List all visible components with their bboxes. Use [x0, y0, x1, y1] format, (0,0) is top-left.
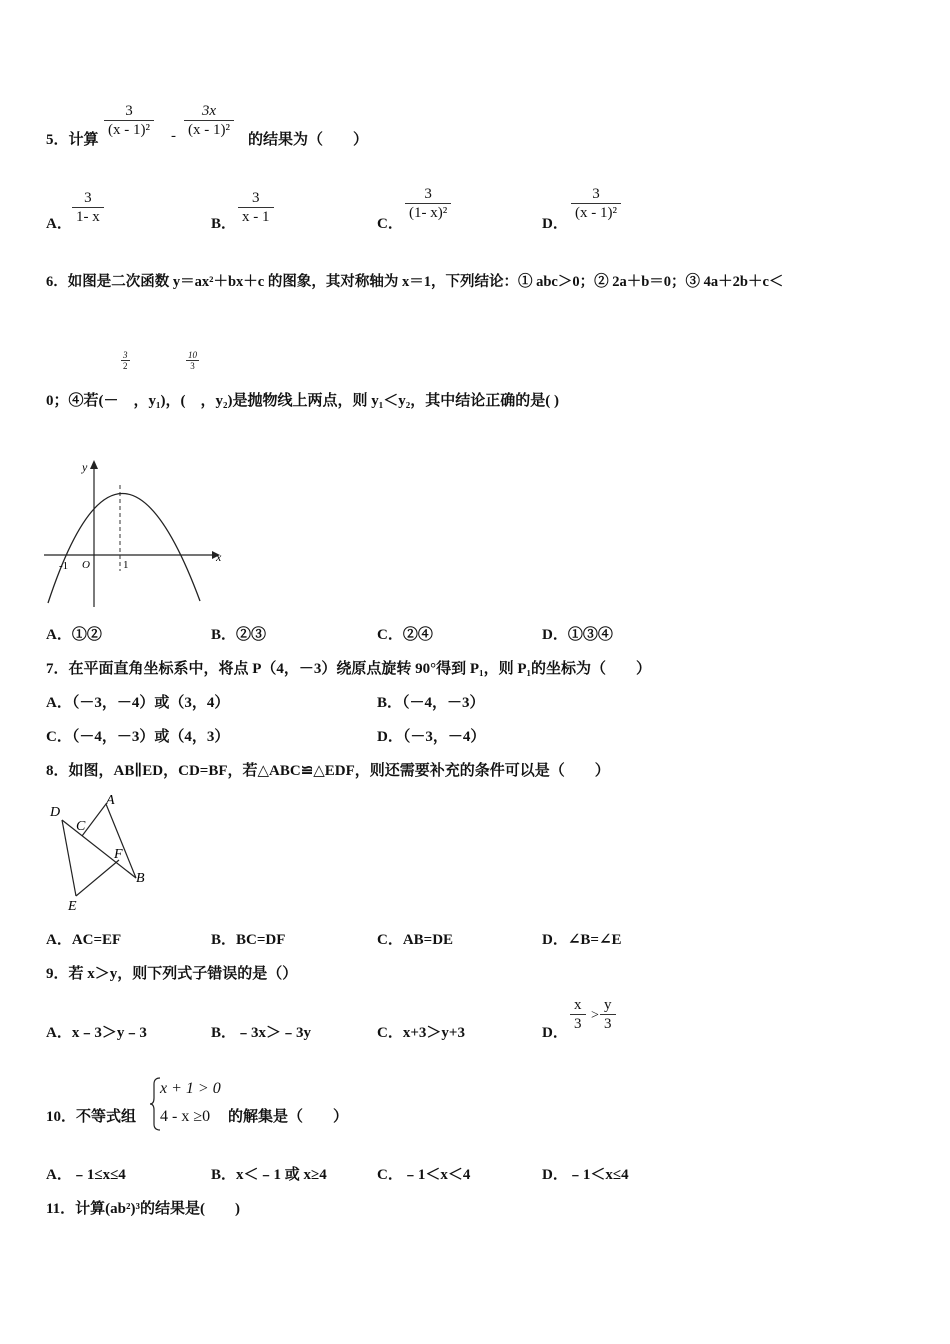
q5-option-b-den: x - 1 [238, 207, 274, 226]
q8-option-c-label: C． [377, 932, 403, 948]
q6-option-c[interactable] [377, 623, 433, 644]
q9-option-a[interactable] [46, 1021, 147, 1042]
q6-option-b-text: ②③ [236, 627, 267, 643]
q6-stem-line2: 0；④若(－ ，y₁)，( ，y₂)是抛物线上两点，则 y₁＜y₂，其中结论正确的是( ) [46, 393, 559, 409]
q8-option-a[interactable] [46, 928, 121, 949]
q7-option-d[interactable] [377, 725, 485, 746]
tick-label-neg1: -1 [59, 560, 69, 572]
q9-option-d-fraction-x [570, 997, 586, 1033]
label-a: A [106, 793, 115, 808]
q5-option-b-fraction [238, 190, 274, 226]
q8-option-d[interactable] [542, 928, 622, 949]
q9-option-c-label: C． [377, 1025, 403, 1041]
q6-stem-line1: 6．如图是二次函数 y＝ax²＋bx＋c 的图象，其对称轴为 x＝1，下列结论：① abc＞0；② 2a＋b＝0；③ 4a＋2b＋c＜ [46, 274, 784, 290]
q7-option-a[interactable] [46, 691, 229, 712]
q6-small-frac2-num: 10 [188, 350, 197, 360]
y-axis-arrow-icon [90, 460, 98, 469]
q7-option-b-text: （－4，－3） [402, 695, 485, 711]
q7-stem: 7．在平面直角坐标系中，将点 P（4，－3）绕原点旋转 90°得到 P₁，则 P₁的坐标为（ ） [46, 661, 651, 677]
q7-option-d-label: D． [377, 729, 403, 745]
q9-option-a-text: x﹣3＞y﹣3 [71, 1025, 147, 1041]
q5-frac2-num: 3x [201, 103, 217, 119]
q9-d-den2: 3 [600, 1014, 616, 1033]
q9-option-d-label[interactable]: D． [542, 1025, 568, 1041]
q6-small-fraction-2 [186, 350, 199, 371]
q8-option-a-text: AC=EF [71, 932, 122, 948]
q6-option-b-label: B． [211, 627, 237, 643]
q5-option-b-num: 3 [252, 190, 260, 206]
q5-option-c-den: (1- x)² [405, 203, 451, 222]
q10-inequality-1: x + 1 > 0 [160, 1080, 221, 1097]
label-d: D [50, 805, 61, 820]
q10-prefix: 10．不等式组 [46, 1109, 137, 1125]
segment-db [62, 820, 136, 878]
x-axis-label: x [216, 550, 222, 564]
q10-option-d[interactable] [542, 1163, 629, 1184]
q5-option-c-fraction [405, 186, 451, 222]
q8-option-b[interactable] [211, 928, 285, 949]
q5-option-a-num: 3 [84, 190, 92, 206]
q9-d-den1: 3 [570, 1014, 586, 1033]
q8-triangle-figure [44, 790, 164, 915]
q9-option-d-fraction-y [600, 997, 616, 1033]
q8-option-a-label: A． [46, 932, 72, 948]
q6-option-d[interactable] [542, 623, 613, 644]
q10-option-c[interactable] [377, 1163, 470, 1184]
q9-option-b[interactable] [211, 1021, 311, 1042]
q6-small-frac2-den: 3 [186, 360, 199, 371]
q10-option-d-text: ﹣1＜x≤4 [567, 1167, 629, 1183]
q6-option-b[interactable] [211, 623, 266, 644]
q8-stem: 8．如图，AB∥ED，CD=BF，若△ABC≌△EDF，则还需要补充的条件可以是（ ） [46, 763, 610, 779]
q5-prefix: 5．计算 [46, 132, 99, 148]
q6-option-a-text: ①② [71, 627, 102, 643]
q10-option-a[interactable] [46, 1163, 126, 1184]
q6-option-d-text: ①③④ [567, 627, 613, 643]
q5-option-c-num: 3 [424, 186, 432, 202]
q10-option-b-text: x＜﹣1 或 x≥4 [236, 1167, 327, 1183]
q7-option-c[interactable] [46, 725, 229, 746]
q9-stem: 9．若 x＞y，则下列式子错误的是（） [46, 966, 298, 982]
q7-option-d-text: （－3，－4） [402, 729, 486, 745]
q5-frac1-den: (x - 1)² [104, 120, 154, 139]
label-b: B [136, 871, 145, 886]
q7-option-b-label: B． [377, 695, 403, 711]
q10-inequality-2: 4 - x ≥0 [160, 1108, 211, 1125]
q10-option-d-label: D． [542, 1167, 568, 1183]
q6-option-a[interactable] [46, 623, 102, 644]
q10-option-b-label: B． [211, 1167, 237, 1183]
label-c: C [76, 819, 86, 834]
segment-de [62, 820, 76, 896]
q5-frac2-den: (x - 1)² [184, 120, 234, 139]
q6-option-a-label: A． [46, 627, 72, 643]
q5-fraction-2 [184, 103, 234, 139]
q9-d-num2: y [604, 997, 612, 1013]
q8-option-b-text: BC=DF [236, 932, 286, 948]
q9-option-c-text: x+3＞y+3 [402, 1025, 465, 1041]
q6-option-d-label: D． [542, 627, 568, 643]
q5-option-d-num: 3 [592, 186, 600, 202]
q8-option-c-text: AB=DE [402, 932, 454, 948]
q7-option-b[interactable] [377, 691, 485, 712]
q10-option-b[interactable] [211, 1163, 327, 1184]
q9-option-b-label: B． [211, 1025, 237, 1041]
segment-ca [82, 804, 106, 836]
q6-small-fraction-1 [121, 350, 130, 371]
q5-minus: - [171, 128, 176, 144]
q5-option-b-label[interactable]: B． [211, 216, 237, 232]
segment-ef [76, 860, 119, 896]
q10-suffix: 的解集是（ ） [228, 1109, 349, 1125]
q6-parabola-graph [40, 455, 230, 615]
q5-option-a-den: 1- x [72, 207, 104, 226]
q8-option-b-label: B． [211, 932, 237, 948]
q9-option-d-relation: > [591, 1008, 599, 1023]
q5-option-a-fraction [72, 190, 104, 226]
q9-d-num1: x [574, 997, 582, 1013]
q7-option-c-label: C． [46, 729, 72, 745]
q6-option-c-label: C． [377, 627, 403, 643]
q8-option-d-text: ∠B=∠E [567, 932, 622, 948]
q9-option-b-text: ﹣3x＞﹣3y [236, 1025, 312, 1041]
q5-option-c-label[interactable]: C． [377, 216, 403, 232]
q5-option-a-label[interactable]: A． [46, 216, 72, 232]
q5-option-d-fraction [571, 186, 621, 222]
q8-option-c[interactable] [377, 928, 453, 949]
label-e: E [68, 899, 77, 914]
label-f: F [114, 847, 123, 862]
q7-option-a-text: （－3，－4）或（3，4） [71, 695, 230, 711]
tick-label-1: 1 [123, 559, 129, 571]
q7-option-c-text: （－4，－3）或（4，3） [71, 729, 230, 745]
q5-option-d-den: (x - 1)² [571, 203, 621, 222]
y-axis-label: y [82, 460, 88, 474]
q8-option-d-label: D． [542, 932, 568, 948]
q10-option-a-text: ﹣1≤x≤4 [71, 1167, 126, 1183]
q10-option-c-text: ﹣1＜x＜4 [402, 1167, 471, 1183]
q11-stem: 11．计算(ab²)³的结果是( ) [46, 1201, 240, 1217]
q5-option-d-label[interactable]: D． [542, 216, 568, 232]
q5-frac1-num: 3 [125, 103, 133, 119]
origin-label: O [82, 559, 90, 571]
q10-option-c-label: C． [377, 1167, 403, 1183]
q6-small-frac1-den: 2 [123, 361, 128, 371]
parabola-curve [48, 493, 200, 603]
q5-fraction-1 [104, 103, 154, 139]
q7-option-a-label: A． [46, 695, 72, 711]
q9-option-a-label: A． [46, 1025, 72, 1041]
q5-suffix: 的结果为（ ） [248, 132, 369, 148]
q6-small-frac1-num: 3 [123, 350, 128, 360]
q10-option-a-label: A． [46, 1167, 72, 1183]
q9-option-c[interactable] [377, 1021, 465, 1042]
q6-option-c-text: ②④ [402, 627, 433, 643]
